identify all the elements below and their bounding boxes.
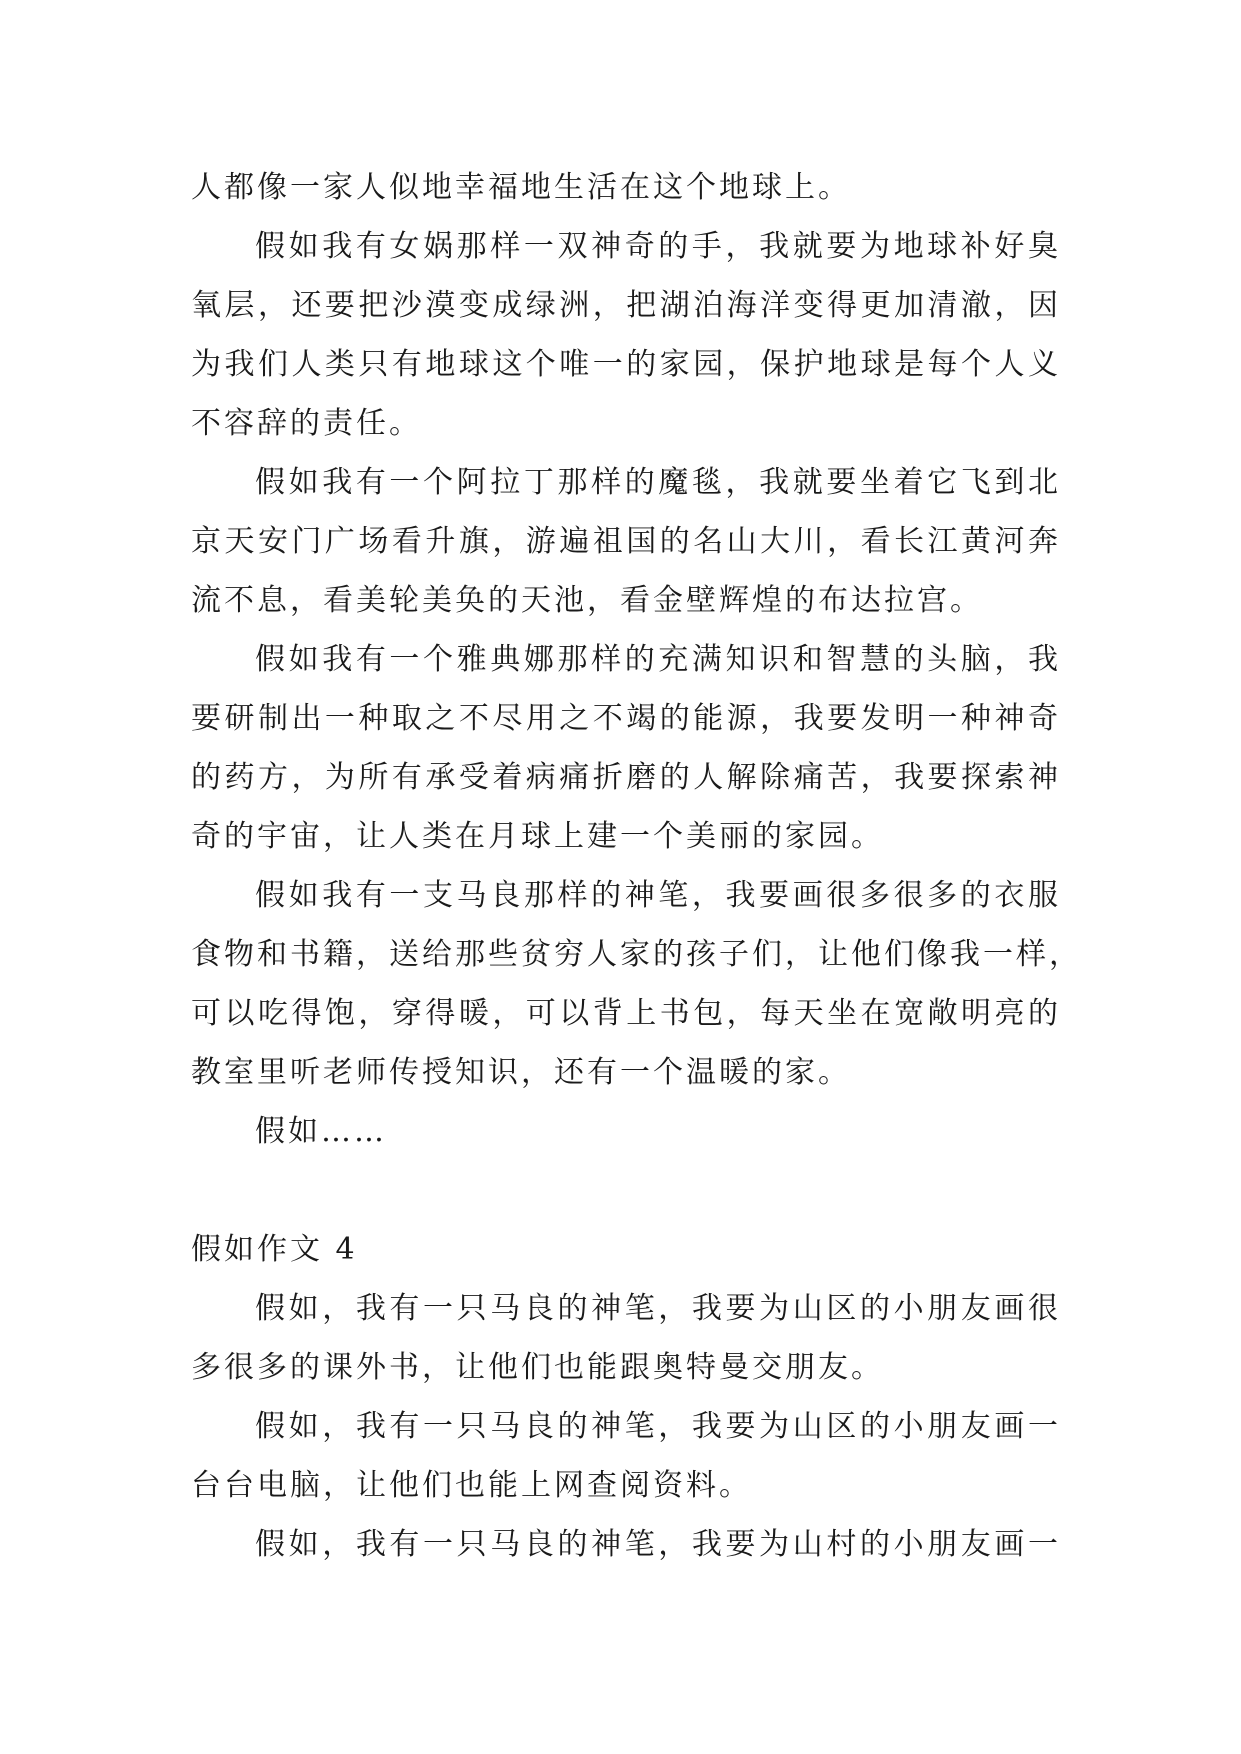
text-line: 流不息，看美轮美奂的天池，看金壁辉煌的布达拉宫。 — [191, 583, 983, 618]
section-title: 假如作文 4 — [191, 1232, 358, 1267]
paragraph-first-line: 假如，我有一只马良的神笔，我要为山区的小朋友画很 — [255, 1291, 1061, 1326]
text-line: 多很多的课外书，让他们也能跟奥特曼交朋友。 — [191, 1350, 884, 1385]
text-line: 奇的宇宙，让人类在月球上建一个美丽的家园。 — [191, 819, 884, 854]
text-line: 人都像一家人似地幸福地生活在这个地球上。 — [191, 170, 851, 205]
text-line: 氧层，还要把沙漠变成绿洲，把湖泊海洋变得更加清澈，因 — [191, 288, 1061, 323]
document-body — [191, 158, 1082, 1574]
paragraph-first-line: 假如我有一个阿拉丁那样的魔毯，我就要坐着它飞到北 — [255, 465, 1061, 500]
paragraph-first-line: 假如，我有一只马良的神笔，我要为山区的小朋友画一 — [255, 1409, 1061, 1444]
text-line: 教室里听老师传授知识，还有一个温暖的家。 — [191, 1055, 851, 1090]
paragraph-first-line: 假如…… — [255, 1114, 387, 1149]
paragraph-first-line: 假如我有一支马良那样的神笔，我要画很多很多的衣服 — [255, 878, 1061, 913]
text-line: 为我们人类只有地球这个唯一的家园，保护地球是每个人义 — [191, 347, 1061, 382]
text-line: 的药方，为所有承受着病痛折磨的人解除痛苦，我要探索神 — [191, 760, 1061, 795]
text-line: 台台电脑，让他们也能上网查阅资料。 — [191, 1468, 752, 1503]
text-line: 要研制出一种取之不尽用之不竭的能源，我要发明一种神奇 — [191, 701, 1061, 736]
text-line: 可以吃得饱，穿得暖，可以背上书包，每天坐在宽敞明亮的 — [191, 996, 1061, 1031]
text-line: 不容辞的责任。 — [191, 406, 422, 441]
text-line: 京天安门广场看升旗，游遍祖国的名山大川，看长江黄河奔 — [191, 524, 1061, 559]
paragraph-first-line: 假如我有女娲那样一双神奇的手，我就要为地球补好臭 — [255, 229, 1061, 264]
paragraph-spacer — [191, 1161, 1061, 1220]
paragraph-first-line: 假如我有一个雅典娜那样的充满知识和智慧的头脑，我 — [255, 642, 1061, 677]
text-line: 食物和书籍，送给那些贫穷人家的孩子们，让他们像我一样， — [191, 937, 1082, 972]
paragraph-first-line: 假如，我有一只马良的神笔，我要为山村的小朋友画一 — [255, 1527, 1061, 1562]
